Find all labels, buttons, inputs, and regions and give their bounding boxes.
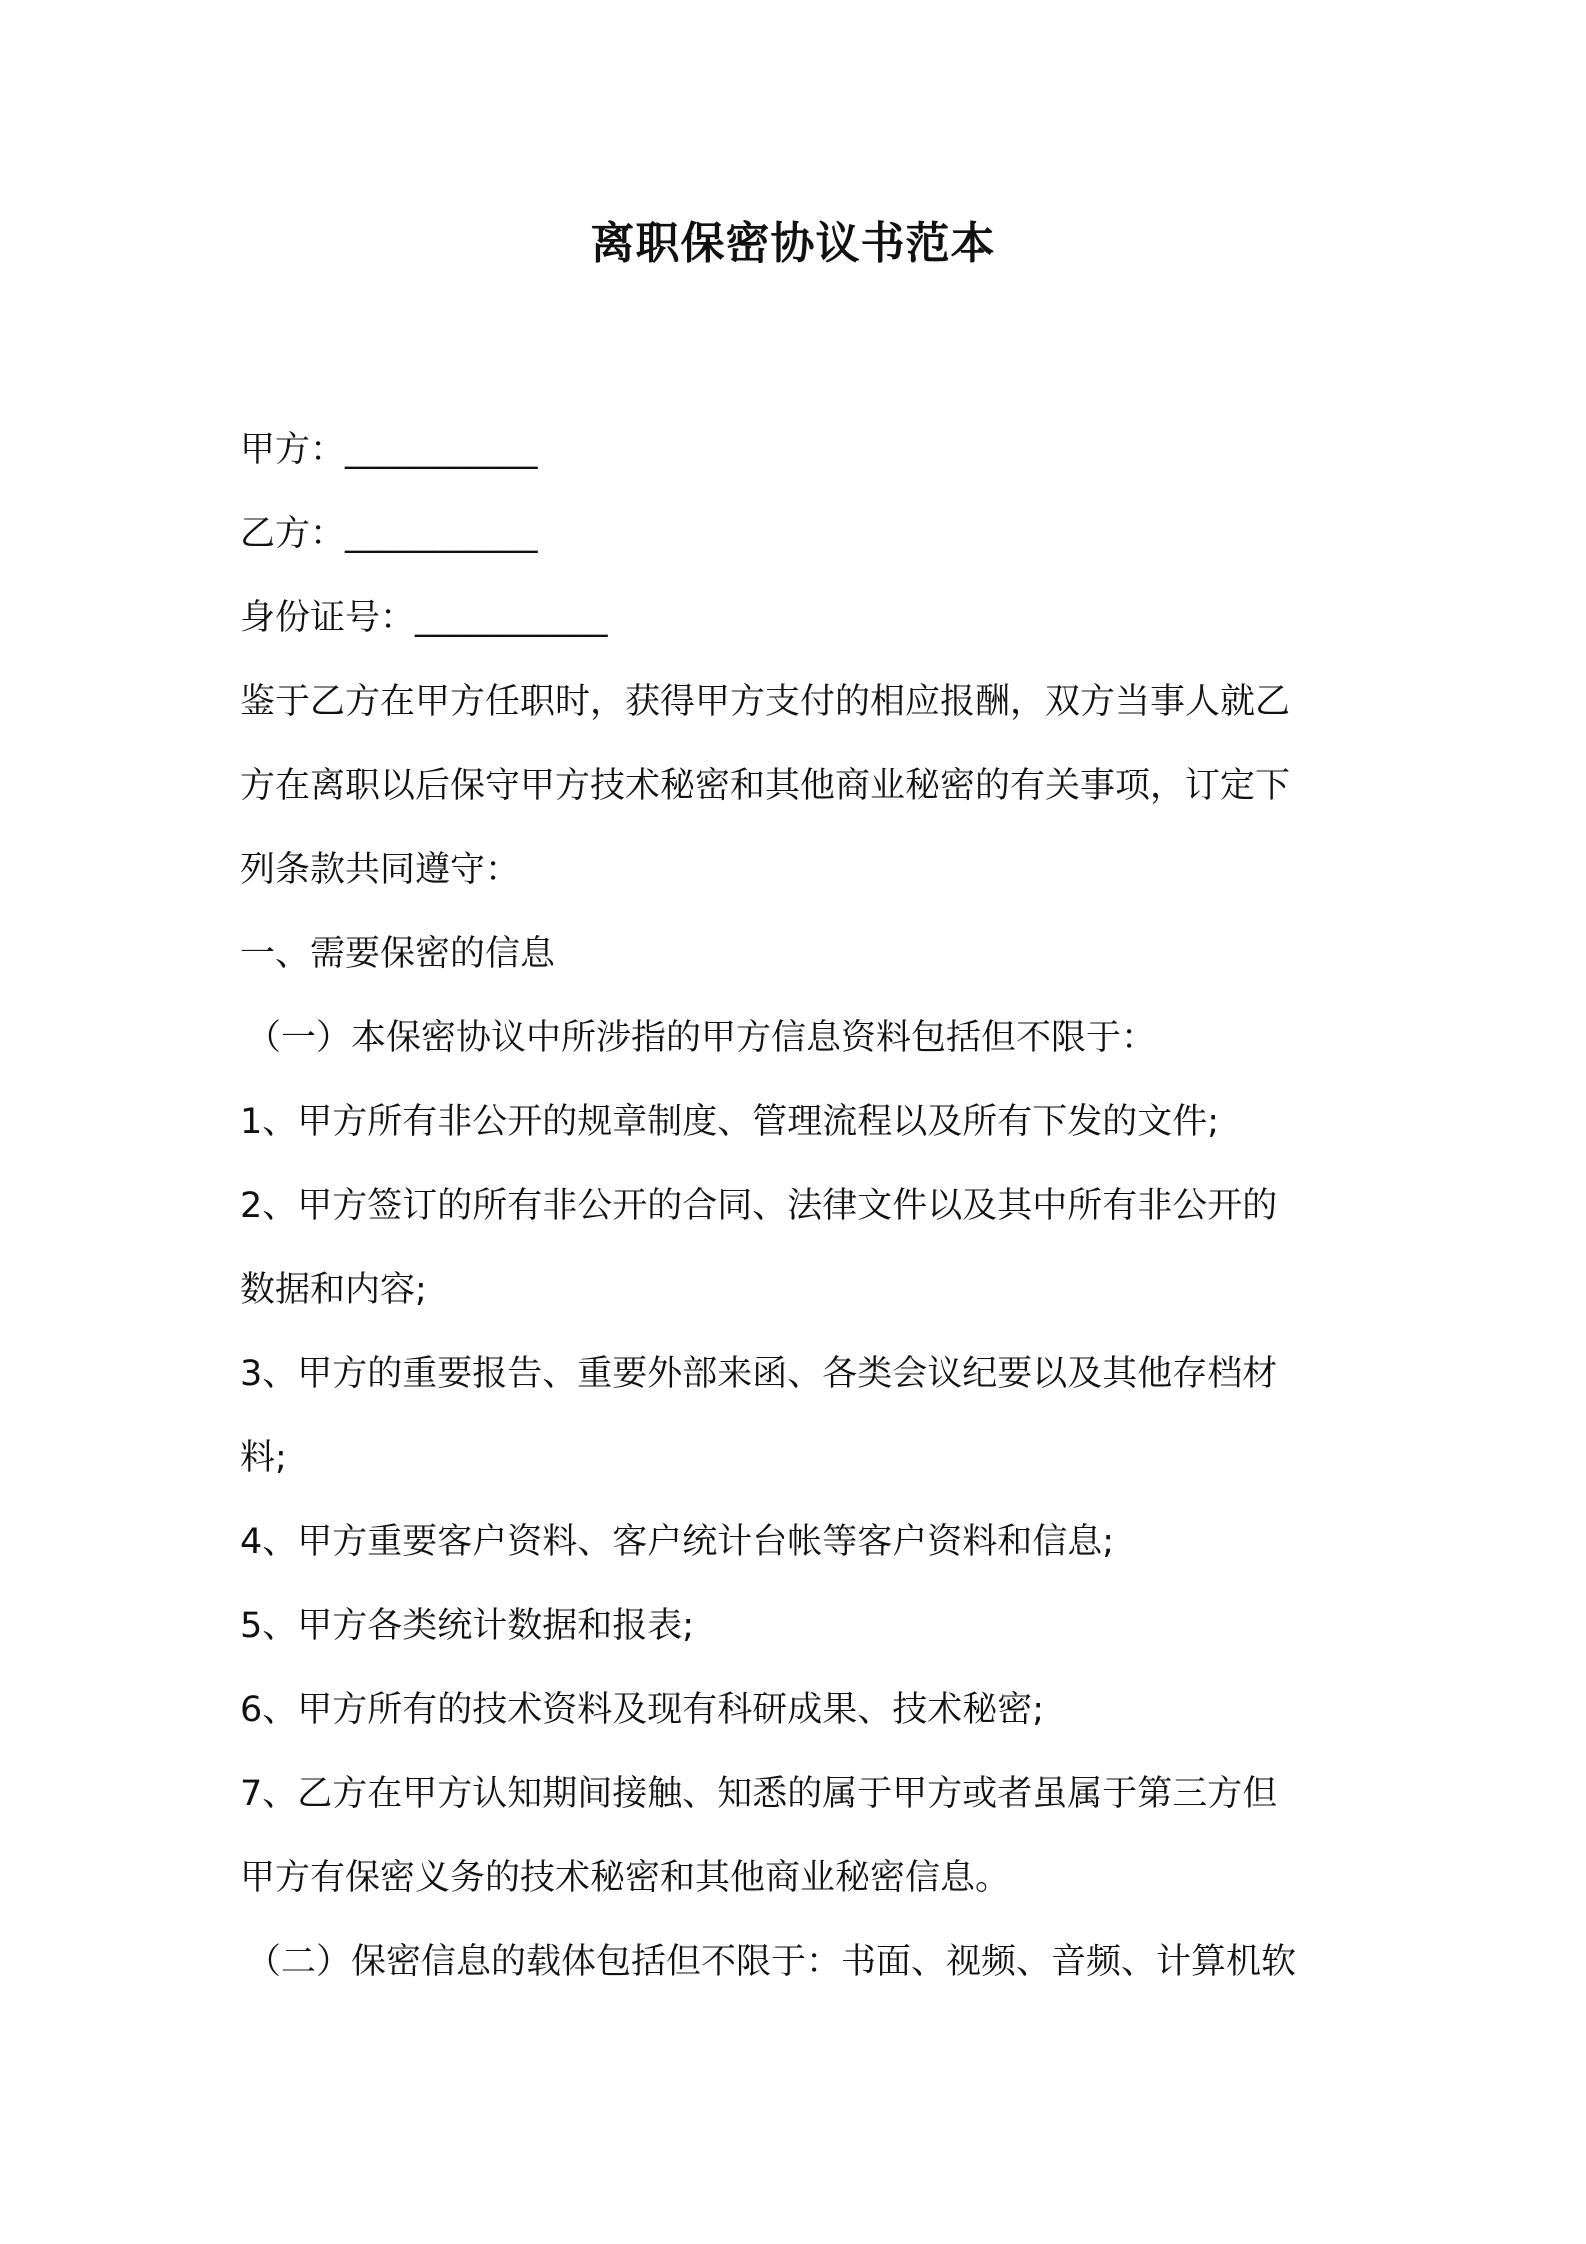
preamble-line: 鉴于乙方在甲方任职时，获得甲方支付的相应报酬，双方当事人就乙 <box>240 682 1291 722</box>
document-body <box>240 408 1350 2004</box>
document-title: 离职保密协议书范本 <box>590 218 996 269</box>
preamble-line: 列条款共同遵守： <box>240 850 521 890</box>
list-item: 7、乙方在甲方认知期间接触、知悉的属于甲方或者虽属于第三方但 <box>240 1774 1278 1814</box>
list-item: 4、甲方重要客户资料、客户统计台帐等客户资料和信息; <box>240 1522 1115 1562</box>
list-item-continuation: 甲方有保密义务的技术秘密和其他商业秘密信息。 <box>240 1858 1011 1898</box>
preamble-line: 方在离职以后保守甲方技术秘密和其他商业秘密的有关事项，订定下 <box>240 766 1291 806</box>
list-item-continuation: 料; <box>240 1438 287 1478</box>
party-b-field: 乙方：___________ <box>240 514 538 554</box>
subsection-heading: （二）保密信息的载体包括但不限于：书面、视频、音频、计算机软 <box>246 1942 1297 1982</box>
section-heading: 一、需要保密的信息 <box>240 934 556 974</box>
list-item: 1、甲方所有非公开的规章制度、管理流程以及所有下发的文件; <box>240 1102 1220 1142</box>
list-item-continuation: 数据和内容; <box>240 1270 427 1310</box>
list-item: 2、甲方签订的所有非公开的合同、法律文件以及其中所有非公开的 <box>240 1186 1278 1226</box>
id-number-field: 身份证号：___________ <box>240 598 608 638</box>
subsection-heading: （一）本保密协议中所涉指的甲方信息资料包括但不限于： <box>246 1018 1157 1058</box>
party-a-field: 甲方：___________ <box>240 430 538 470</box>
list-item: 5、甲方各类统计数据和报表; <box>240 1606 695 1646</box>
list-item: 6、甲方所有的技术资料及现有科研成果、技术秘密; <box>240 1690 1045 1730</box>
list-item: 3、甲方的重要报告、重要外部来函、各类会议纪要以及其他存档材 <box>240 1354 1278 1394</box>
